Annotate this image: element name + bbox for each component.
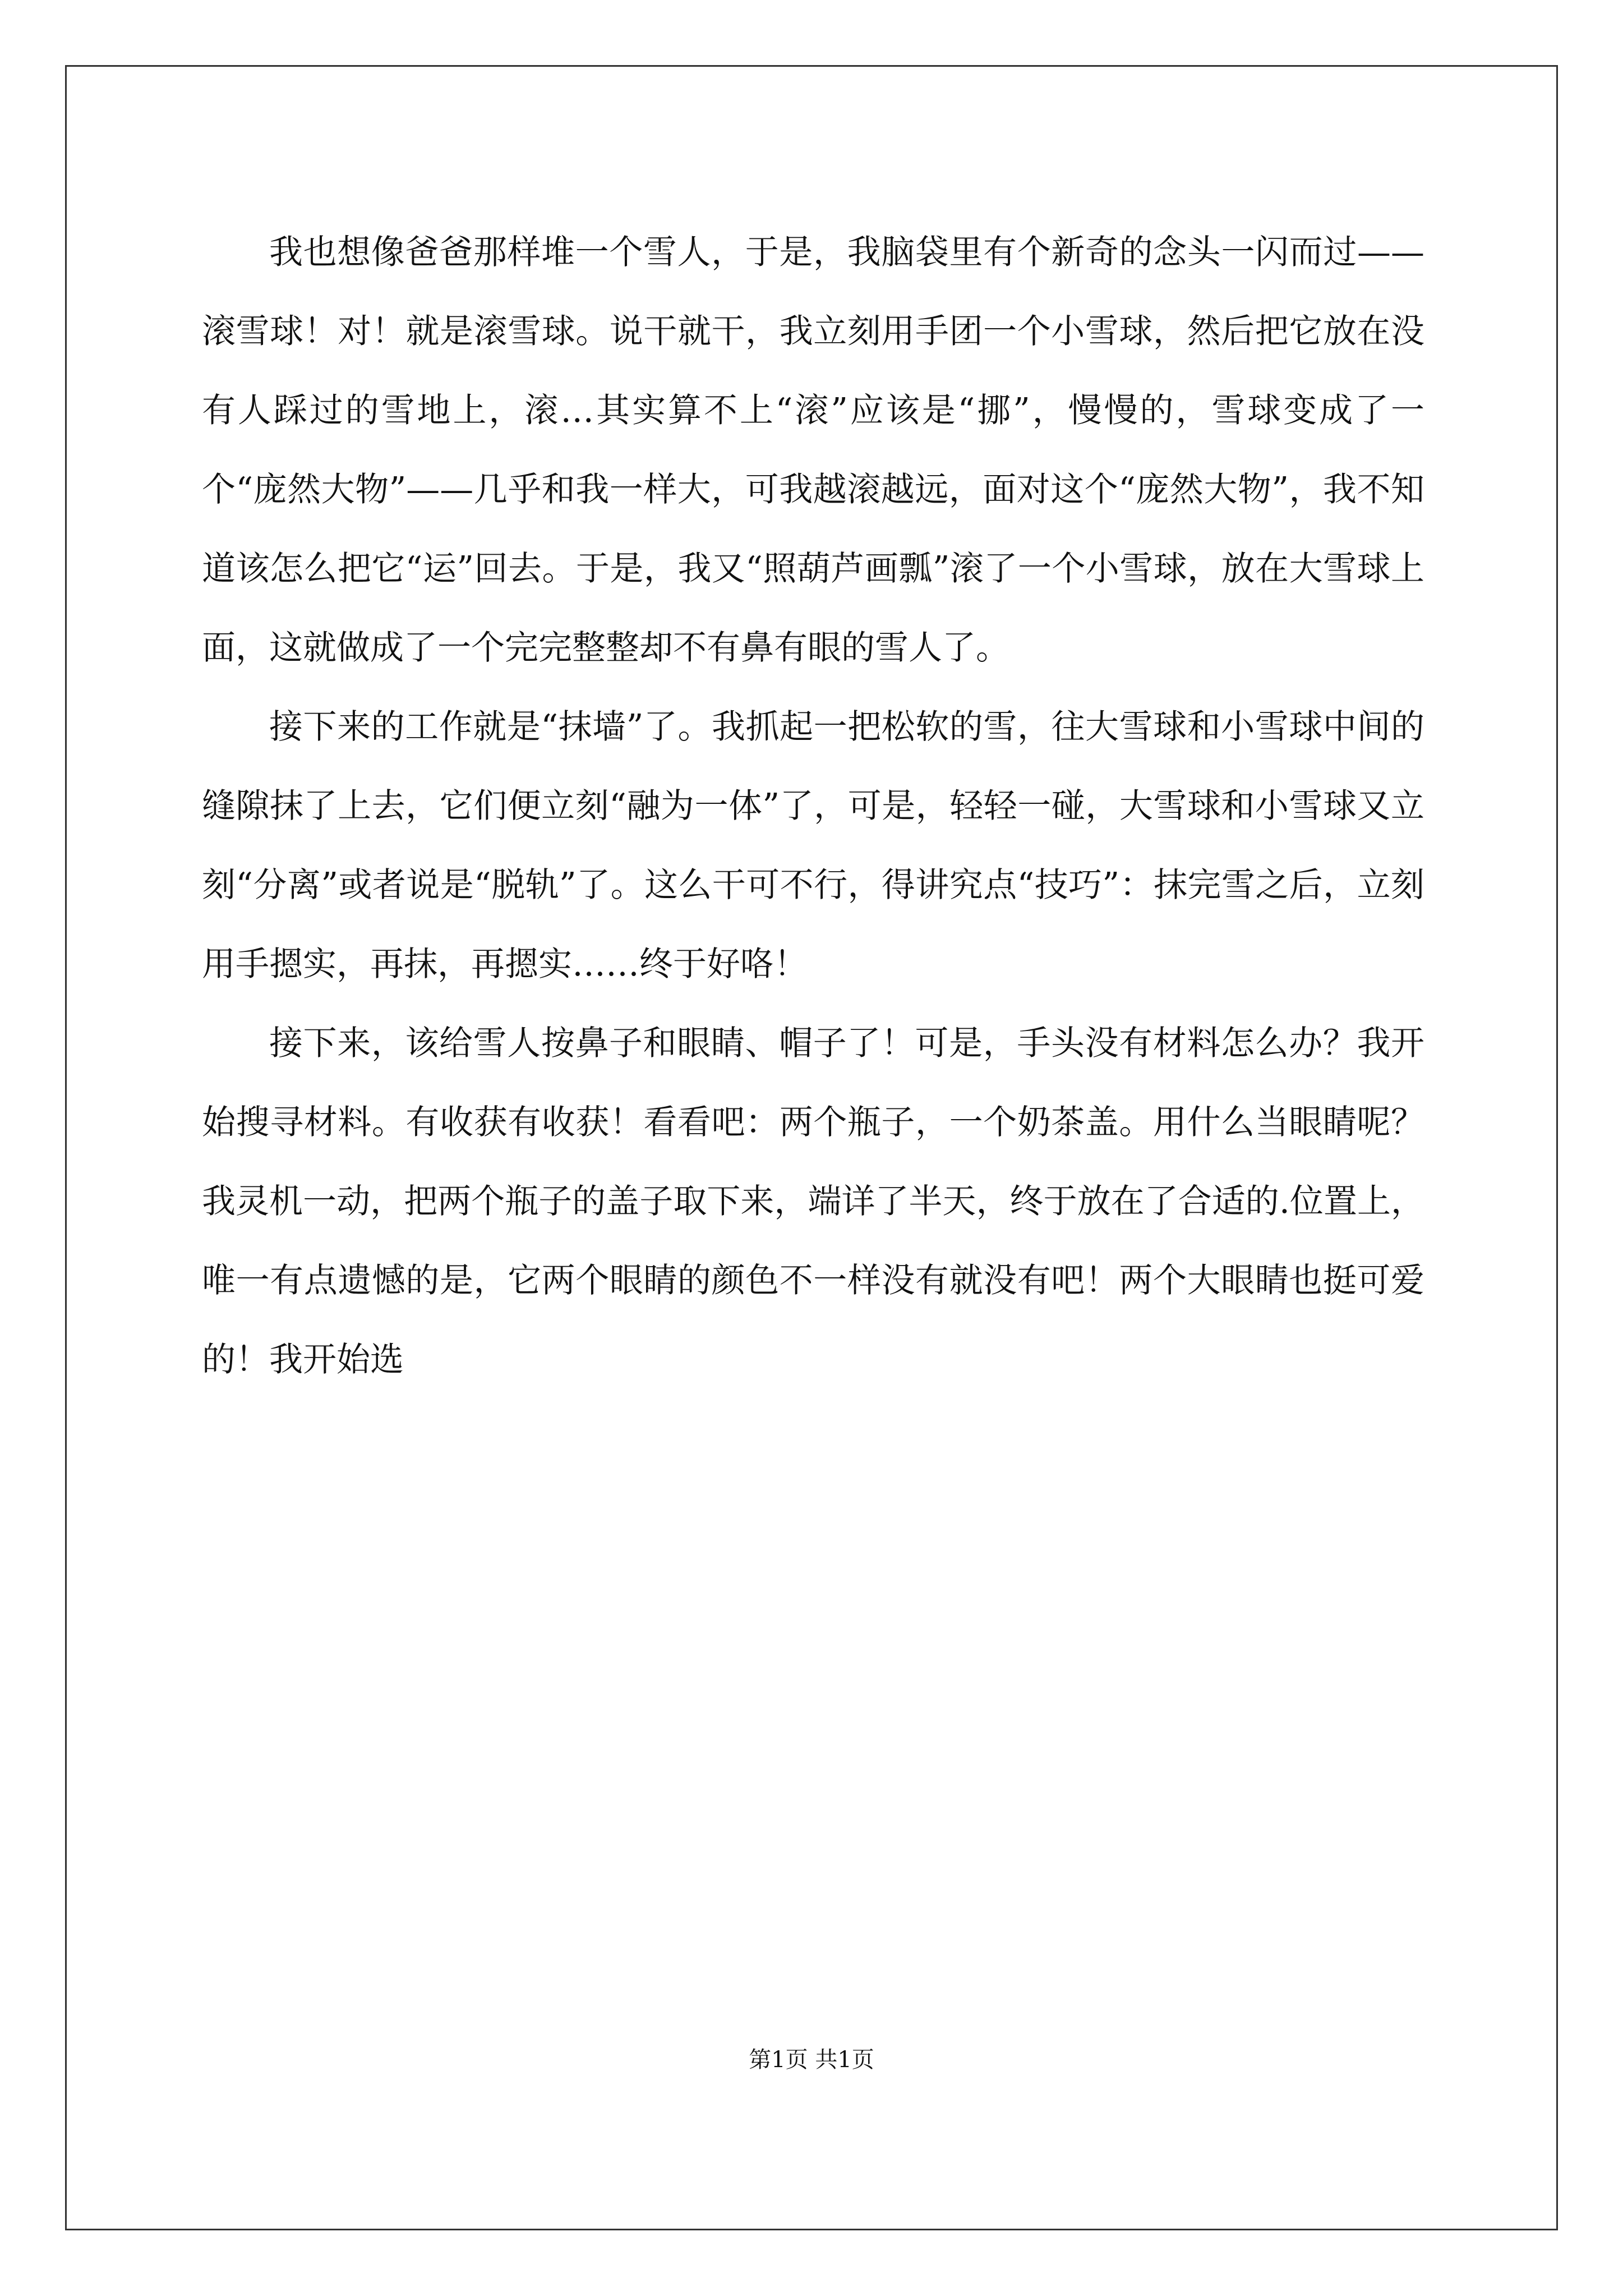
paragraph-3: 接下来，该给雪人按鼻子和眼睛、帽子了！可是，手头没有材料怎么办？我开始搜寻材料。有收获有收获！看看吧：两个瓶子，一个奶茶盖。用什么当眼睛呢？我灵机一动，把两个瓶子的盖子取下来，端详了半天，终于放在了合适的.位置上，唯一有点遗憾的是，它两个眼睛的颜色不一样没有就没有吧！两个大眼睛也挺可爱的！我开始选	[202, 1024, 1424, 1379]
paragraph-2: 接下来的工作就是“抹墙”了。我抓起一把松软的雪，往大雪球和小雪球中间的缝隙抹了上去，它们便立刻“融为一体”了，可是，轻轻一碰，大雪球和小雪球又立刻“分离”或者说是“脱轨”了。这么干可不行，得讲究点“技巧”：抹完雪之后，立刻用手摁实，再抹，再摁实……终于好咯！	[202, 707, 1424, 984]
page-footer: 第1页 共1页	[749, 2047, 874, 2073]
document-body	[202, 213, 1424, 1400]
paragraph-1: 我也想像爸爸那样堆一个雪人，于是，我脑袋里有个新奇的念头一闪而过——滚雪球！对！就是滚雪球。说干就干，我立刻用手团一个小雪球，然后把它放在没有人踩过的雪地上，滚…其实算不上“滚”应该是“挪”，慢慢的，雪球变成了一个“庞然大物”——几乎和我一样大，可我越滚越远，面对这个“庞然大物”，我不知道该怎么把它“运”回去。于是，我又“照葫芦画瓢”滚了一个小雪球，放在大雪球上面，这就做成了一个完完整整却不有鼻有眼的雪人了。	[202, 233, 1424, 668]
